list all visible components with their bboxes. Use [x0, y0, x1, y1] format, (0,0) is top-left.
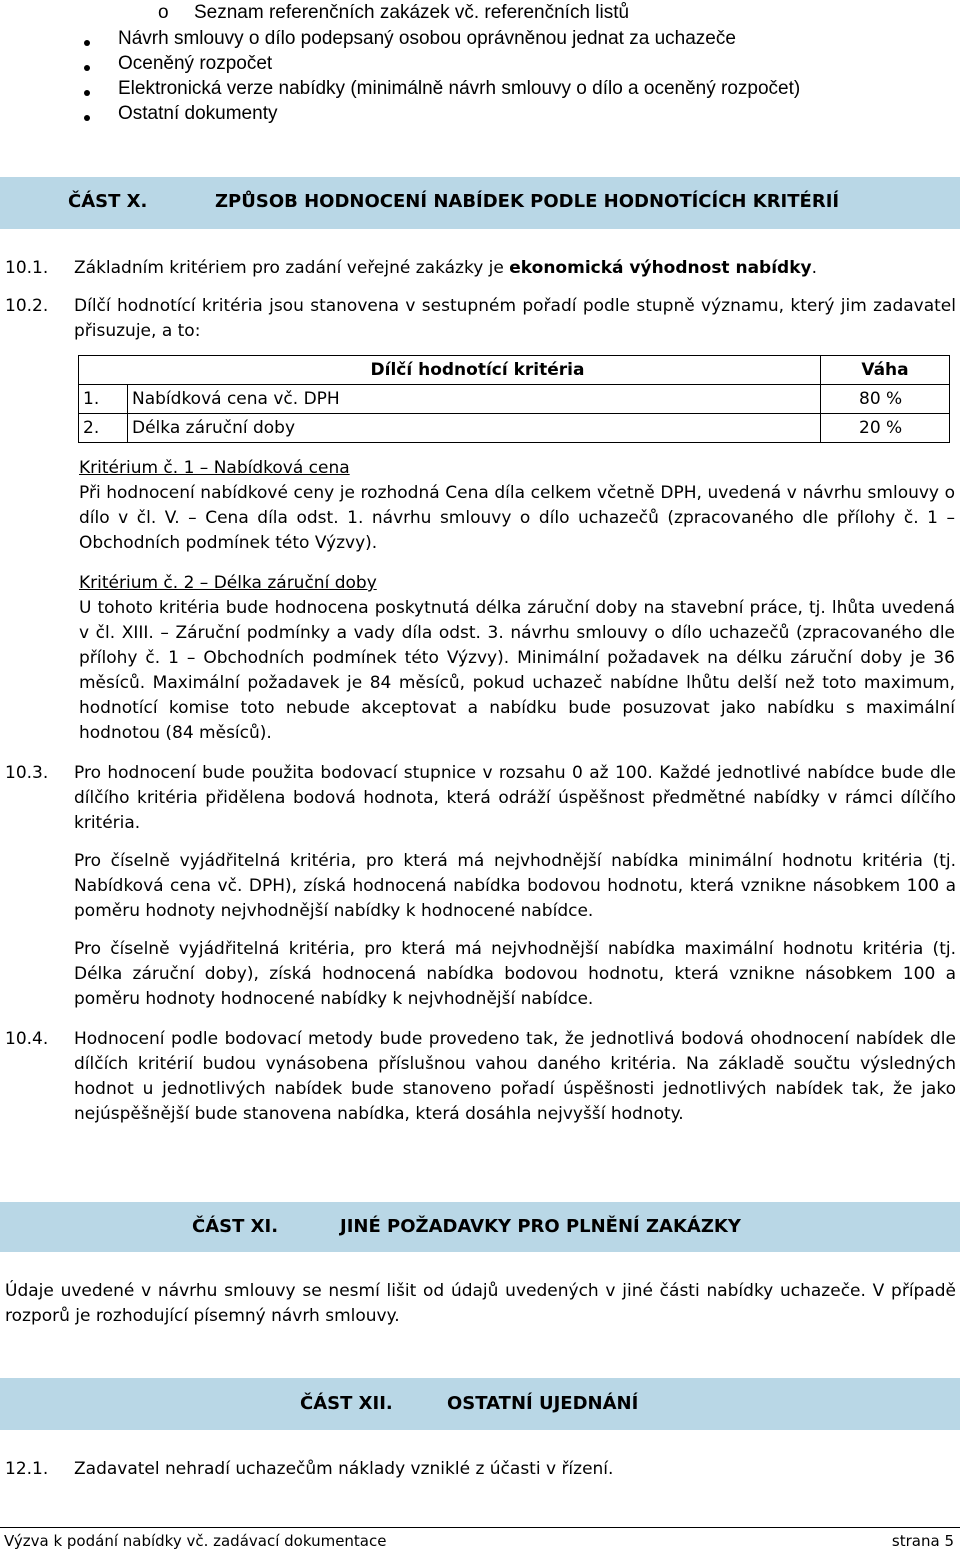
page-footer — [0, 1527, 960, 1550]
bullet — [84, 115, 90, 121]
row-number: 2. — [79, 414, 128, 443]
table-row — [79, 414, 950, 443]
section-heading-band — [0, 177, 960, 229]
footer-left: Výzva k podání nabídky vč. zadávací dokumentace — [4, 1532, 387, 1550]
list-item: Ostatní dokumenty — [118, 103, 278, 124]
paragraph: Pro číselně vyjádřitelná kritéria, pro která má nejvhodnější nabídka maximální hodnotu kritéria (tj. Délka záruční doby), získá hodnocená nabídka bodovou hodnotu, která vznikne násobkem 100 a poměru hodnoty hodnocené nabídky k nejvhodnější nabídce. — [74, 939, 956, 1009]
footer-page-number: strana 5 — [891, 1532, 954, 1550]
row-criterion: Délka záruční doby — [128, 414, 821, 443]
row-number: 1. — [79, 385, 128, 414]
criterion-heading: Kritérium č. 1 – Nabídková cena — [79, 458, 350, 478]
paragraph-bold: ekonomická výhodnost nabídky — [509, 258, 812, 278]
section-title: ZPŮSOB HODNOCENÍ NABÍDEK PODLE HODNOTÍCÍCH KRITÉRIÍ — [215, 191, 840, 212]
sub-list-marker: o — [158, 2, 169, 23]
bullet — [84, 40, 90, 46]
paragraph-number: 10.1. — [5, 258, 49, 278]
paragraph-number: 10.3. — [5, 763, 49, 783]
criterion-text: Při hodnocení nabídkové ceny je rozhodná Cena díla celkem včetně DPH, uvedená v návrhu smlouvy o dílo v čl. V. – Cena díla odst. 1. návrhu smlouvy o dílo uchazečů (zpracovaného dle přílohy č. 1 – Obchodních podmínek této Výzvy). — [79, 483, 955, 553]
paragraph-number: 12.1. — [5, 1459, 49, 1479]
paragraph — [74, 256, 954, 281]
list-item: Návrh smlouvy o dílo podepsaný osobou oprávněnou jednat za uchazeče — [118, 28, 736, 49]
header-weight: Váha — [821, 356, 950, 385]
paragraph-end: . — [811, 258, 818, 278]
table-row — [79, 385, 950, 414]
row-weight: 20 % — [821, 414, 950, 443]
header-criteria: Dílčí hodnotící kritéria — [79, 356, 821, 385]
row-weight: 80 % — [821, 385, 950, 414]
paragraph-text: Základním kritériem pro zadání veřejné zakázky je — [74, 258, 510, 278]
paragraph: Hodnocení podle bodovací metody bude provedeno tak, že jednotlivá bodová ohodnocení nabídek dle dílčích kritérií budou vynásobena příslušnou vahou daného kritéria. Na základě součtu výsledných hodnot u jednotlivých nabídek bude stanoveno pořadí úspěšnosti jednotlivých nabídek tak, že jako nejúspěšnější bude stanovena nabídka, která dosáhla nejvyšší hodnoty. — [74, 1029, 956, 1124]
paragraph: Pro číselně vyjádřitelná kritéria, pro která má nejvhodnější nabídka minimální hodnotu kritéria (tj. Nabídková cena vč. DPH), získá hodnocená nabídka bodovou hodnotu, která vznikne násobkem 100 a poměru hodnoty nejvhodnější nabídky k hodnocené nabídce. — [74, 851, 956, 921]
row-criterion: Nabídková cena vč. DPH — [128, 385, 821, 414]
section-title: JINÉ POŽADAVKY PRO PLNĚNÍ ZAKÁZKY — [340, 1216, 741, 1237]
paragraph: Pro hodnocení bude použita bodovací stupnice v rozsahu 0 až 100. Každé jednotlivé nabídce bude dle dílčího kritéria přidělena bodová hodnota, která odráží úspěšnost předmětné nabídky v rámci dílčího kritéria. — [74, 763, 956, 833]
list-item: Elektronická verze nabídky (minimálně návrh smlouvy o dílo a oceněný rozpočet) — [118, 78, 801, 99]
bullet — [84, 90, 90, 96]
section-title: OSTATNÍ UJEDNÁNÍ — [447, 1393, 639, 1414]
table-header-row — [79, 356, 950, 385]
criteria-table — [78, 355, 950, 443]
paragraph-number: 10.4. — [5, 1029, 49, 1049]
paragraph-number: 10.2. — [5, 296, 49, 316]
criterion-heading: Kritérium č. 2 – Délka záruční doby — [79, 573, 377, 593]
section-label: ČÁST X. — [68, 191, 148, 212]
section-heading-band — [0, 1202, 960, 1252]
paragraph: Údaje uvedené v návrhu smlouvy se nesmí lišit od údajů uvedených v jiné části nabídky uchazeče. V případě rozporů je rozhodující písemný návrh smlouvy. — [5, 1281, 956, 1326]
paragraph: Zadavatel nehradí uchazečům náklady vzniklé z účasti v řízení. — [74, 1459, 614, 1479]
sub-list-item: Seznam referenčních zakázek vč. referenčních listů — [194, 2, 630, 23]
criterion-text: U tohoto kritéria bude hodnocena poskytnutá délka záruční doby na stavební práce, tj. lhůta uvedená v čl. XIII. – Záruční podmínky a vady díla odst. 3. návrhu smlouvy o dílo uchazečů (zpracovaného dle přílohy č. 1 – Obchodních podmínek této Výzvy). Minimální požadavek na délku záruční doby je 36 měsíců. Maximální požadavek je 84 měsíců, pokud uchazeč nabídne lhůtu delší než toto maximum, hodnotící komise toto nebude akceptovat a nabídku bude posuzovat jako nabídku s maximální hodnotou (84 měsíců). — [79, 598, 955, 743]
bullet — [84, 65, 90, 71]
section-label: ČÁST XII. — [300, 1393, 393, 1414]
section-label: ČÁST XI. — [192, 1216, 279, 1237]
section-heading-band — [0, 1378, 960, 1430]
list-item: Oceněný rozpočet — [118, 53, 273, 74]
paragraph: Dílčí hodnotící kritéria jsou stanovena v sestupném pořadí podle stupně významu, který jim zadavatel přisuzuje, a to: — [74, 296, 956, 341]
